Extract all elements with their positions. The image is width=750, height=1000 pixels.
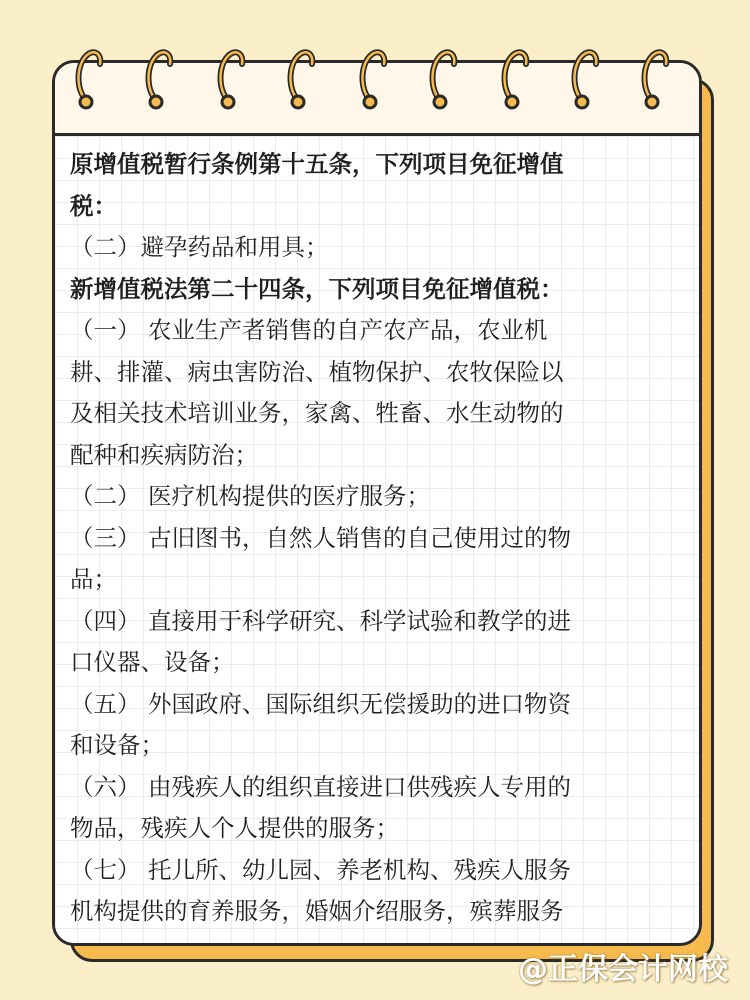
text-line: 配种和疾病防治； — [70, 440, 258, 469]
heading-line: 新增值税法第二十四条，下列项目免征增值税： — [70, 274, 564, 303]
ring-binding-icon — [645, 52, 667, 108]
text-line: 及相关技术培训业务，家禽、牲畜、水生动物的 — [70, 399, 564, 427]
text-line: （三） 古旧图书，自然人销售的自己使用过的物 — [70, 523, 571, 552]
text-line: （二）避孕药品和用具； — [70, 233, 329, 261]
text-line: 机构提供的育养服务，婚姻介绍服务，殡葬服务 — [70, 897, 564, 925]
heading-line: 原增值税暂行条例第十五条，下列项目免征增值 — [70, 150, 564, 178]
watermark-logo: @正保会计网校 — [518, 952, 728, 987]
text-line: 耕、排灌、病虫害防治、植物保护、农牧保险以 — [70, 357, 564, 386]
ring-binding-icon — [221, 52, 243, 108]
ring-binding-icon — [79, 52, 101, 108]
ring-binding-icon — [363, 52, 385, 108]
text-line: 物品，残疾人个人提供的服务； — [70, 814, 399, 842]
ring-binding-icon — [575, 52, 597, 108]
text-line: （四） 直接用于科学研究、科学试验和教学的进 — [70, 606, 571, 635]
ring-binding-icon — [149, 52, 171, 108]
text-line: 和设备； — [70, 731, 164, 759]
spiral-rings — [52, 44, 702, 124]
text-line: （二） 医疗机构提供的医疗服务； — [70, 482, 430, 510]
text-line: （一） 农业生产者销售的自产农产品，农业机 — [70, 316, 548, 344]
text-line: 口仪器、设备； — [70, 648, 235, 676]
text-line: （七） 托儿所、幼儿园、养老机构、残疾人服务 — [70, 855, 571, 884]
text-line: （六） 由残疾人的组织直接进口供残疾人专用的 — [70, 772, 571, 801]
ring-binding-icon — [291, 52, 313, 108]
text-line: （五） 外国政府、国际组织无偿援助的进口物资 — [70, 689, 571, 718]
heading-line: 税： — [70, 191, 117, 220]
ring-binding-icon — [433, 52, 455, 108]
document-text — [70, 144, 680, 933]
text-line: 品； — [70, 565, 117, 593]
ring-binding-icon — [505, 52, 527, 108]
